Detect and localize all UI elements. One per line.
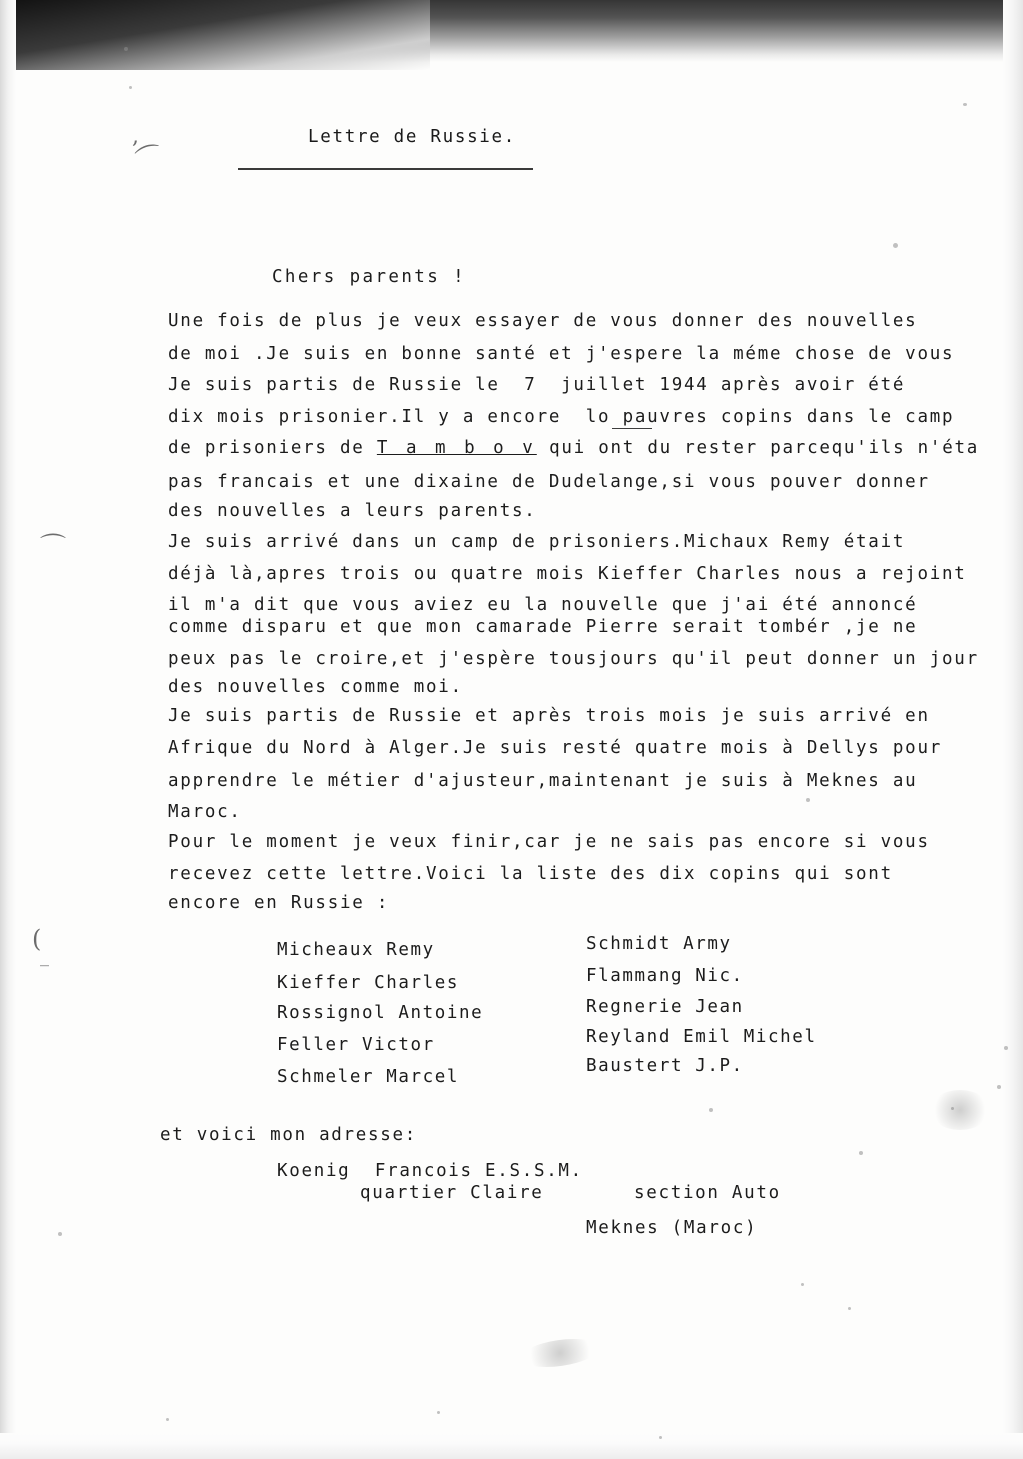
list-item: Micheaux Remy <box>277 940 435 960</box>
list-item: Schmeler Marcel <box>277 1067 460 1087</box>
body-line: Je suis partis de Russie et après trois mois je suis arrivé en <box>168 706 930 726</box>
list-item: Rossignol Antoine <box>277 1003 484 1023</box>
list-item: Flammang Nic. <box>586 966 744 986</box>
body-line: Pour le moment je veux finir,car je ne sais pas encore si vous <box>168 832 930 852</box>
address-line: section Auto <box>634 1183 781 1203</box>
body-line: Une fois de plus je veux essayer de vous donner des nouvelles <box>168 311 918 331</box>
dust-speck <box>801 1283 804 1286</box>
list-item: Feller Victor <box>277 1035 435 1055</box>
ten-underline <box>612 428 652 429</box>
body-line: comme disparu et que mon camarade Pierre serait tombér ,je ne <box>168 617 918 637</box>
camp-line-prefix: de prisoniers de <box>168 438 377 458</box>
dust-speck <box>997 1085 1001 1089</box>
dust-speck <box>848 1307 851 1310</box>
address-line: Koenig Francois E.S.S.M. <box>277 1161 583 1181</box>
body-line: Afrique du Nord à Alger.Je suis resté quatre mois à Dellys pour <box>168 738 943 758</box>
body-line: déjà là,apres trois ou quatre mois Kieffer Charles nous a rejoint <box>168 564 967 584</box>
scan-smudge <box>519 1335 602 1372</box>
address-line: quartier Claire <box>360 1183 544 1203</box>
pen-mark-left-arc: ⌒ <box>40 533 67 563</box>
camp-name: T a m b o v <box>376 438 537 458</box>
dust-speck <box>124 47 128 51</box>
dust-speck <box>437 1411 440 1414</box>
address-intro: et voici mon adresse: <box>160 1125 417 1145</box>
body-line: des nouvelles comme moi. <box>168 677 463 697</box>
scan-right-edge <box>1003 0 1023 1459</box>
list-item: Regnerie Jean <box>586 997 744 1017</box>
pen-mark-left-paren: ( <box>32 925 42 953</box>
dust-speck <box>129 86 132 89</box>
dust-speck <box>806 798 810 802</box>
pen-squiggle-top-left: , <box>132 124 139 149</box>
dust-speck <box>963 103 967 106</box>
dust-speck <box>1004 1046 1008 1050</box>
scan-smudge <box>930 1090 990 1130</box>
body-line: Maroc. <box>168 802 242 822</box>
list-item: Schmidt Army <box>586 934 732 954</box>
address-line: Meknes (Maroc) <box>586 1218 758 1238</box>
body-line: des nouvelles a leurs parents. <box>168 501 537 521</box>
dust-speck <box>166 1418 169 1421</box>
dust-speck <box>659 1436 662 1439</box>
dust-speck <box>58 1232 62 1236</box>
body-line: peux pas le croire,et j'espère tousjours qu'il peut donner un jour <box>168 649 979 669</box>
list-item: Kieffer Charles <box>277 973 460 993</box>
scan-corner-shadow <box>0 0 430 70</box>
camp-line-suffix: qui ont du rester parcequ'ils n'éta <box>536 438 980 458</box>
body-line: apprendre le métier d'ajusteur,maintenant je suis à Meknes au <box>168 771 918 791</box>
scan-left-edge <box>0 0 16 1459</box>
body-line: pas francais et une dixaine de Dudelange,si vous pouver donner <box>168 472 930 492</box>
camp-line <box>168 440 979 458</box>
list-item: Reyland Emil Michel <box>586 1027 817 1047</box>
dust-speck <box>709 1108 713 1112</box>
body-line: Je suis arrivé dans un camp de prisoniers.Michaux Remy était <box>168 532 906 552</box>
dust-speck <box>859 1151 863 1155</box>
title-underline <box>238 168 533 170</box>
body-line: encore en Russie : <box>168 893 390 913</box>
body-line: recevez cette lettre.Voici la liste des dix copins qui sont <box>168 864 893 884</box>
body-line: dix mois prisonier.Il y a encore lo pauvres copins dans le camp <box>168 407 955 427</box>
dust-speck <box>893 243 898 248</box>
salutation: Chers parents ! <box>272 267 467 287</box>
list-item: Baustert J.P. <box>586 1056 744 1076</box>
body-line: Je suis partis de Russie le 7 juillet 1944 après avoir été <box>168 375 906 395</box>
body-line: il m'a dit que vous aviez eu la nouvelle que j'ai été annoncé <box>168 595 918 615</box>
pen-mark-left-dash: _ <box>40 946 49 967</box>
scan-bottom-edge <box>0 1433 1023 1459</box>
page-title: Lettre de Russie. <box>308 127 517 147</box>
body-line: de moi .Je suis en bonne santé et j'espere la méme chose de vous <box>168 344 955 364</box>
pen-squiggle-mark: ⌒ <box>132 140 167 178</box>
